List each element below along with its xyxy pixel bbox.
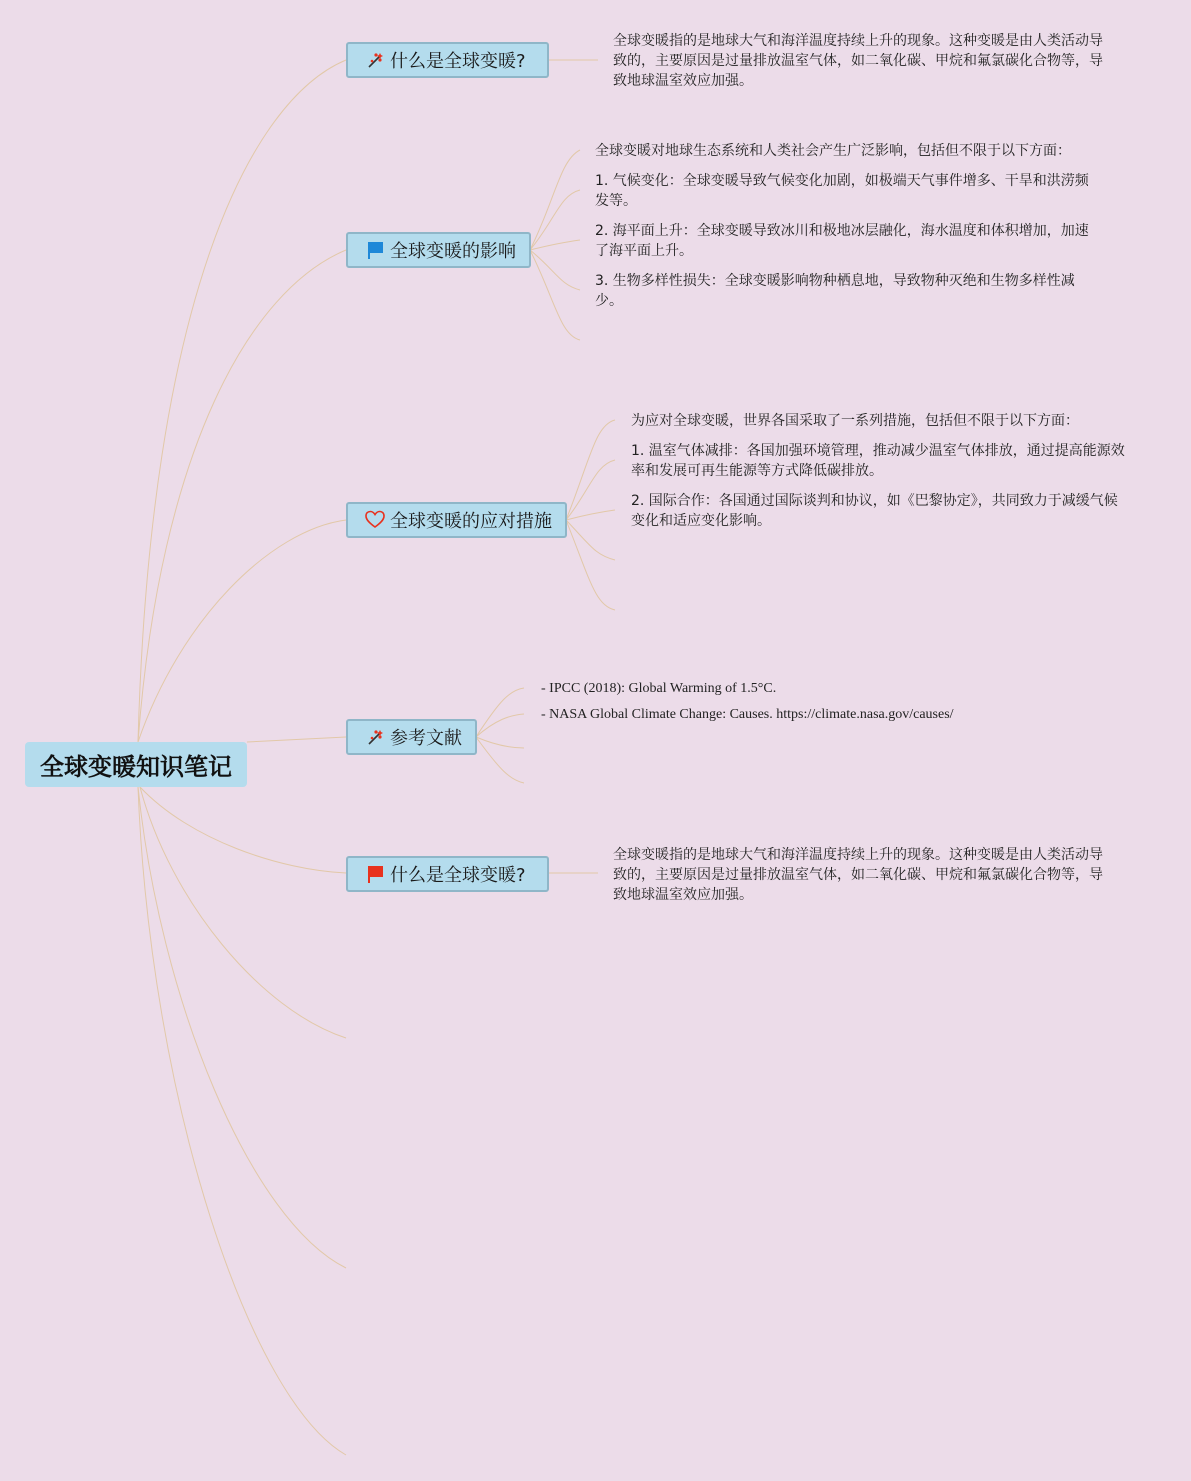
note-impacts-sea-level: 2. 海平面上升：全球变暖导致冰川和极地冰层融化，海水温度和体积增加，加速了海平面上升。: [595, 223, 1089, 259]
reference-ipcc: - IPCC (2018): Global Warming of 1.5°C.: [541, 681, 777, 696]
note-definition: 全球变暖指的是地球大气和海洋温度持续上升的现象。这种变暖是由人类活动导致的，主要原因是过量排放温室气体，如二氧化碳、甲烷和氟氯碳化合物等，导致地球温室效应加强。: [613, 33, 1103, 89]
topic-impacts[interactable]: [346, 232, 531, 268]
link-root-topic4: [247, 737, 346, 742]
root-node[interactable]: 全球变暖知识笔记: [25, 742, 247, 787]
link-topic2-note5: [530, 250, 580, 340]
link-root-empty3: [138, 787, 346, 1455]
note-definition-2: 全球变暖指的是地球大气和海洋温度持续上升的现象。这种变暖是由人类活动导致的，主要原因是过量排放温室气体，如二氧化碳、甲烷和氟氯碳化合物等，导致地球温室效应加强。: [613, 847, 1103, 903]
red-flag-icon: [364, 863, 386, 885]
note-measures-intro: 为应对全球变暖，世界各国采取了一系列措施，包括但不限于以下方面：: [631, 413, 1079, 429]
link-root-topic1: [138, 60, 346, 742]
topic-label: 全球变暖的影响: [390, 241, 516, 262]
link-topic2-note3: [530, 240, 580, 250]
note-impacts-climate: 1. 气候变化：全球变暖导致气候变化加剧，如极端天气事件增多、干旱和洪涝频发等。: [595, 173, 1089, 209]
blue-flag-icon: [364, 239, 386, 261]
topic-label: 参考文献: [390, 728, 462, 749]
link-topic3-note1: [566, 420, 615, 520]
note-measures-cooperation: 2. 国际合作：各国通过国际谈判和协议，如《巴黎协定》，共同致力于减缓气候变化和适应变化影响。: [631, 493, 1118, 529]
topic-references[interactable]: [346, 719, 477, 755]
link-topic3-note3: [566, 510, 615, 520]
topic-label: 什么是全球变暖?: [390, 865, 526, 886]
topic-what-is-global-warming[interactable]: [346, 42, 549, 78]
link-root-topic2: [138, 250, 346, 742]
wand-icon: [364, 726, 386, 748]
note-impacts-intro: 全球变暖对地球生态系统和人类社会产生广泛影响，包括但不限于以下方面：: [595, 143, 1071, 159]
topic-countermeasures[interactable]: [346, 502, 567, 538]
link-topic4-note4: [476, 737, 524, 783]
topic-label: 全球变暖的应对措施: [390, 511, 552, 532]
wand-icon: [364, 49, 386, 71]
link-topic2-note4: [530, 250, 580, 290]
link-root-topic3: [138, 520, 346, 742]
link-topic3-note5: [566, 520, 615, 610]
link-root-topic5: [140, 787, 346, 873]
link-root-empty2: [138, 787, 346, 1268]
topic-what-is-global-warming-2[interactable]: [346, 856, 549, 892]
link-root-empty1: [140, 787, 346, 1038]
note-impacts-biodiversity: 3. 生物多样性损失：全球变暖影响物种栖息地，导致物种灭绝和生物多样性减少。: [595, 273, 1075, 309]
topic-label: 什么是全球变暖?: [390, 51, 526, 72]
note-measures-reduction: 1. 温室气体减排：各国加强环境管理，推动减少温室气体排放，通过提高能源效率和发展可再生能源等方式降低碳排放。: [631, 443, 1125, 479]
link-topic4-note1: [476, 688, 524, 737]
reference-nasa: - NASA Global Climate Change: Causes. https://climate.nasa.gov/causes/: [541, 707, 954, 722]
link-topic2-note1: [530, 150, 580, 250]
heart-icon: [364, 509, 386, 531]
